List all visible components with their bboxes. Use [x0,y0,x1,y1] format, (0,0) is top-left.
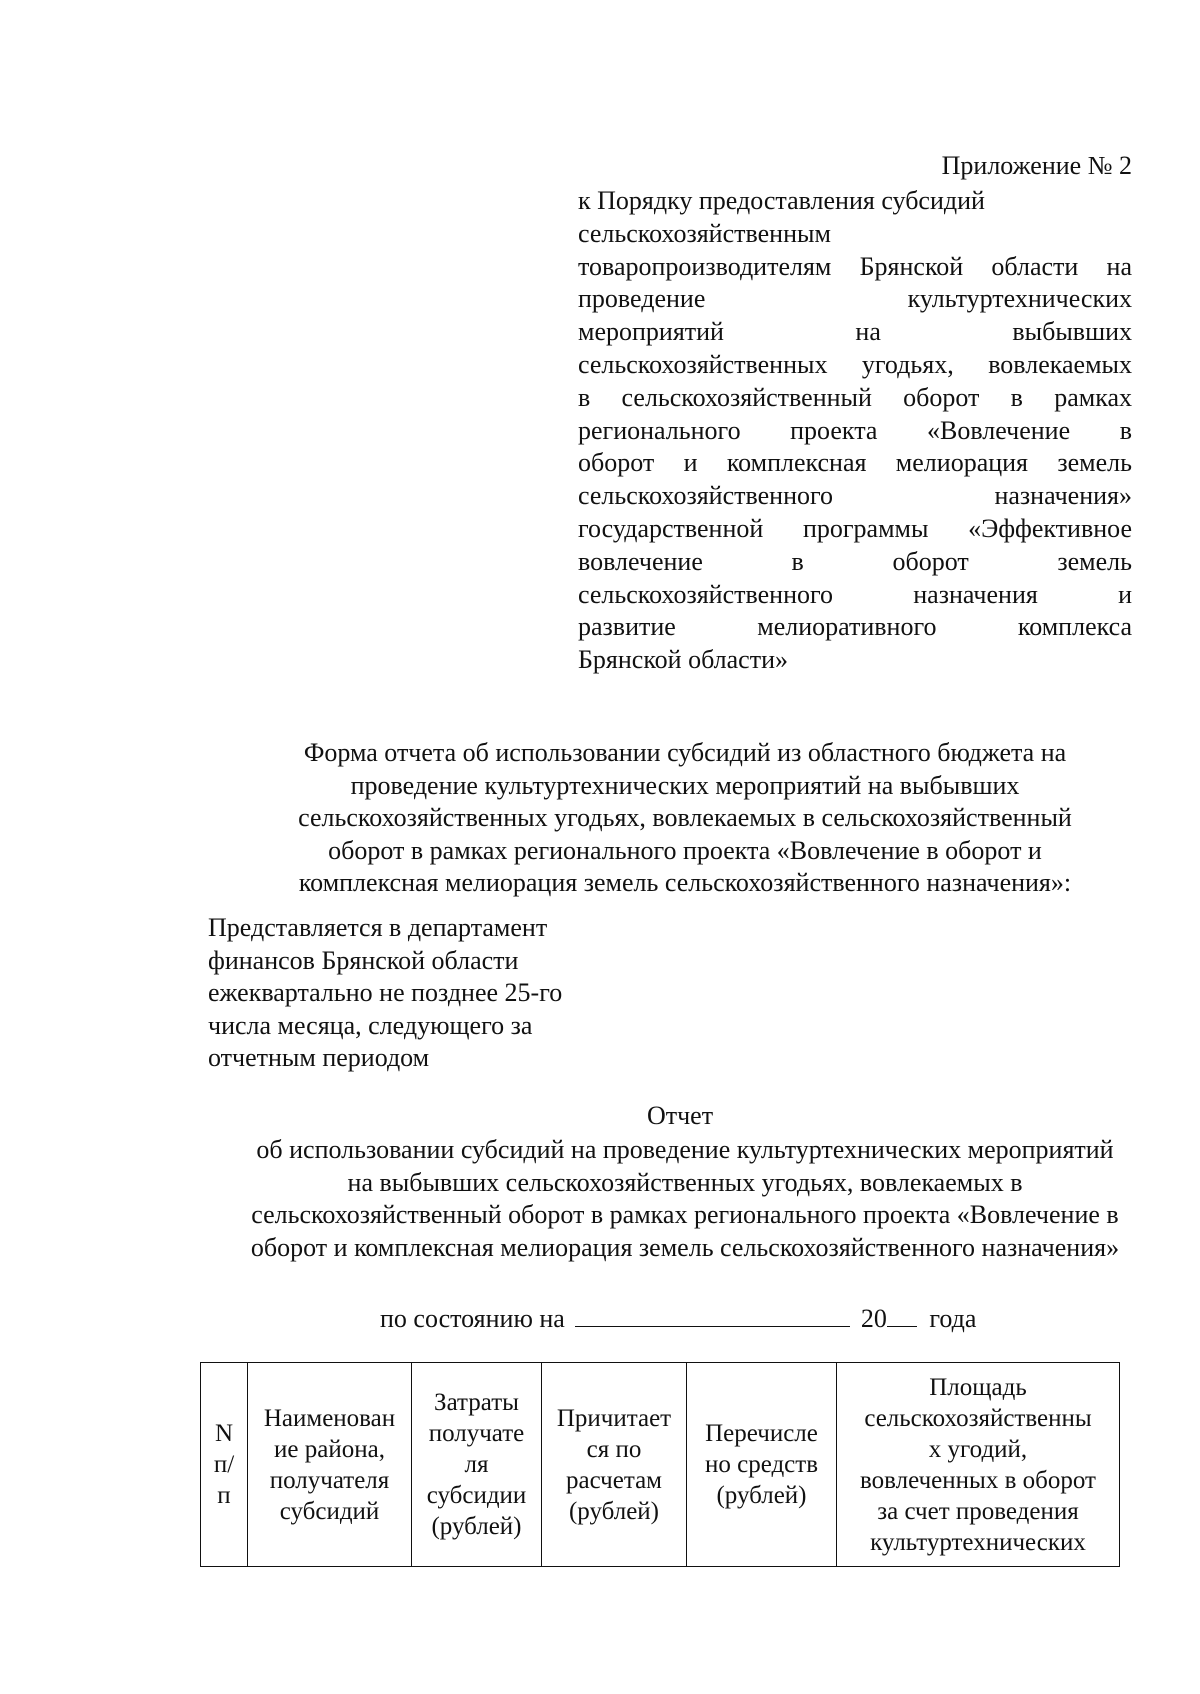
header-text: культуртехнических [870,1528,1086,1556]
header-text: ие района, [274,1435,385,1463]
appendix-line: сельскохозяйственных угодьях, вовлекаемых [578,349,1132,379]
submission-note-line: финансов Брянской области [208,945,519,975]
header-text: ся по [586,1435,642,1463]
header-cell-costs [412,1363,542,1567]
header-text: N [214,1420,234,1447]
appendix-line: в сельскохозяйственный оборот в рамках [578,382,1132,412]
table-header-row [201,1363,1120,1567]
report-table [200,1362,1120,1567]
appendix-line: товаропроизводителям Брянской области на [578,251,1132,281]
year-prefix: 20 [860,1304,887,1333]
header-text: сельскохозяйственны [864,1404,1092,1432]
header-cell-due [542,1363,687,1567]
appendix-line: сельскохозяйственного назначения и [578,579,1132,609]
header-text: Затраты [434,1389,519,1416]
form-title [200,737,1170,900]
appendix-line: сельскохозяйственным [578,218,831,248]
form-title-line: Форма отчета об использовании субсидий из областного бюджета на [303,738,1067,767]
header-cell-number [201,1363,248,1567]
submission-note-line: отчетным периодом [208,1043,430,1072]
as-of-suffix: года [929,1304,977,1333]
header-cell-area [837,1363,1120,1567]
header-text: (рублей) [716,1482,807,1509]
header-text: но средств [704,1451,819,1478]
header-text: Наименован [263,1404,396,1432]
header-text: Площадь [929,1373,1027,1401]
appendix-line: развитие мелиоративного комплекса [578,612,1132,642]
header-text: субсидий [279,1497,380,1525]
header-text: (рублей) [431,1513,522,1540]
header-text: за счет проведения [877,1497,1079,1525]
appendix-number: Приложение № 2 [941,151,1132,180]
appendix-reference [578,185,1132,677]
header-text: расчетам [565,1466,662,1494]
year-blank-field[interactable] [887,1302,917,1327]
form-title-line: оборот в рамках регионального проекта «Вовлечение в оборот и [328,835,1042,865]
header-text: Причитает [556,1404,672,1432]
appendix-line: к Порядку предоставления субсидий [578,186,985,215]
header-text: п [217,1482,231,1509]
as-of-date-line [380,1302,1020,1335]
appendix-line: оборот и комплексная мелиорация земель [578,448,1132,478]
report-description-line: на выбывших сельскохозяйственных угодьях, вовлекаемых в [347,1167,1023,1197]
appendix-line: государственной программы «Эффективное [578,513,1132,543]
header-text: субсидии [426,1482,527,1509]
appendix-line: проведение культуртехнических [578,284,1132,314]
header-text: (рублей) [568,1497,660,1525]
report-description [190,1134,1180,1264]
appendix-line: мероприятий на выбывших [578,317,1132,347]
header-cell-transferred [687,1363,837,1567]
report-description-line: сельскохозяйственный оборот в рамках регионального проекта «Вовлечение в [251,1200,1119,1229]
header-text: п/ [213,1451,235,1478]
form-title-line: комплексная мелиорация земель сельскохозяйственного назначения»: [298,868,1072,897]
submission-note-line: ежеквартально не позднее 25-го [208,978,563,1007]
submission-note-line: числа месяца, следующего за [208,1010,533,1040]
header-text: х угодий, [928,1435,1028,1463]
appendix-line: регионального проекта «Вовлечение в [578,415,1132,445]
form-title-line: проведение культуртехнических мероприятий на выбывших [350,770,1020,800]
report-description-line: оборот и комплексная мелиорация земель сельскохозяйственного назначения» [250,1232,1120,1262]
header-text: получате [428,1420,525,1447]
submission-note [208,912,648,1075]
header-text: ля [464,1451,489,1478]
date-blank-field[interactable] [575,1302,850,1327]
appendix-line: вовлечение в оборот земель [578,546,1132,576]
appendix-line: сельскохозяйственного назначения» [578,481,1132,511]
form-title-line: сельскохозяйственных угодьях, вовлекаемых в сельскохозяйственный [298,803,1072,832]
header-cell-recipient [248,1363,412,1567]
report-description-line: об использовании субсидий на проведение культуртехнических мероприятий [256,1135,1114,1164]
header-text: Перечисле [705,1420,818,1447]
header-text: получателя [269,1466,390,1494]
report-heading: Отчет [646,1101,714,1130]
as-of-prefix: по состоянию на [380,1304,565,1333]
submission-note-line: Представляется в департамент [208,913,548,942]
appendix-line: Брянской области» [578,645,788,675]
header-text: вовлеченных в оборот [860,1466,1096,1494]
